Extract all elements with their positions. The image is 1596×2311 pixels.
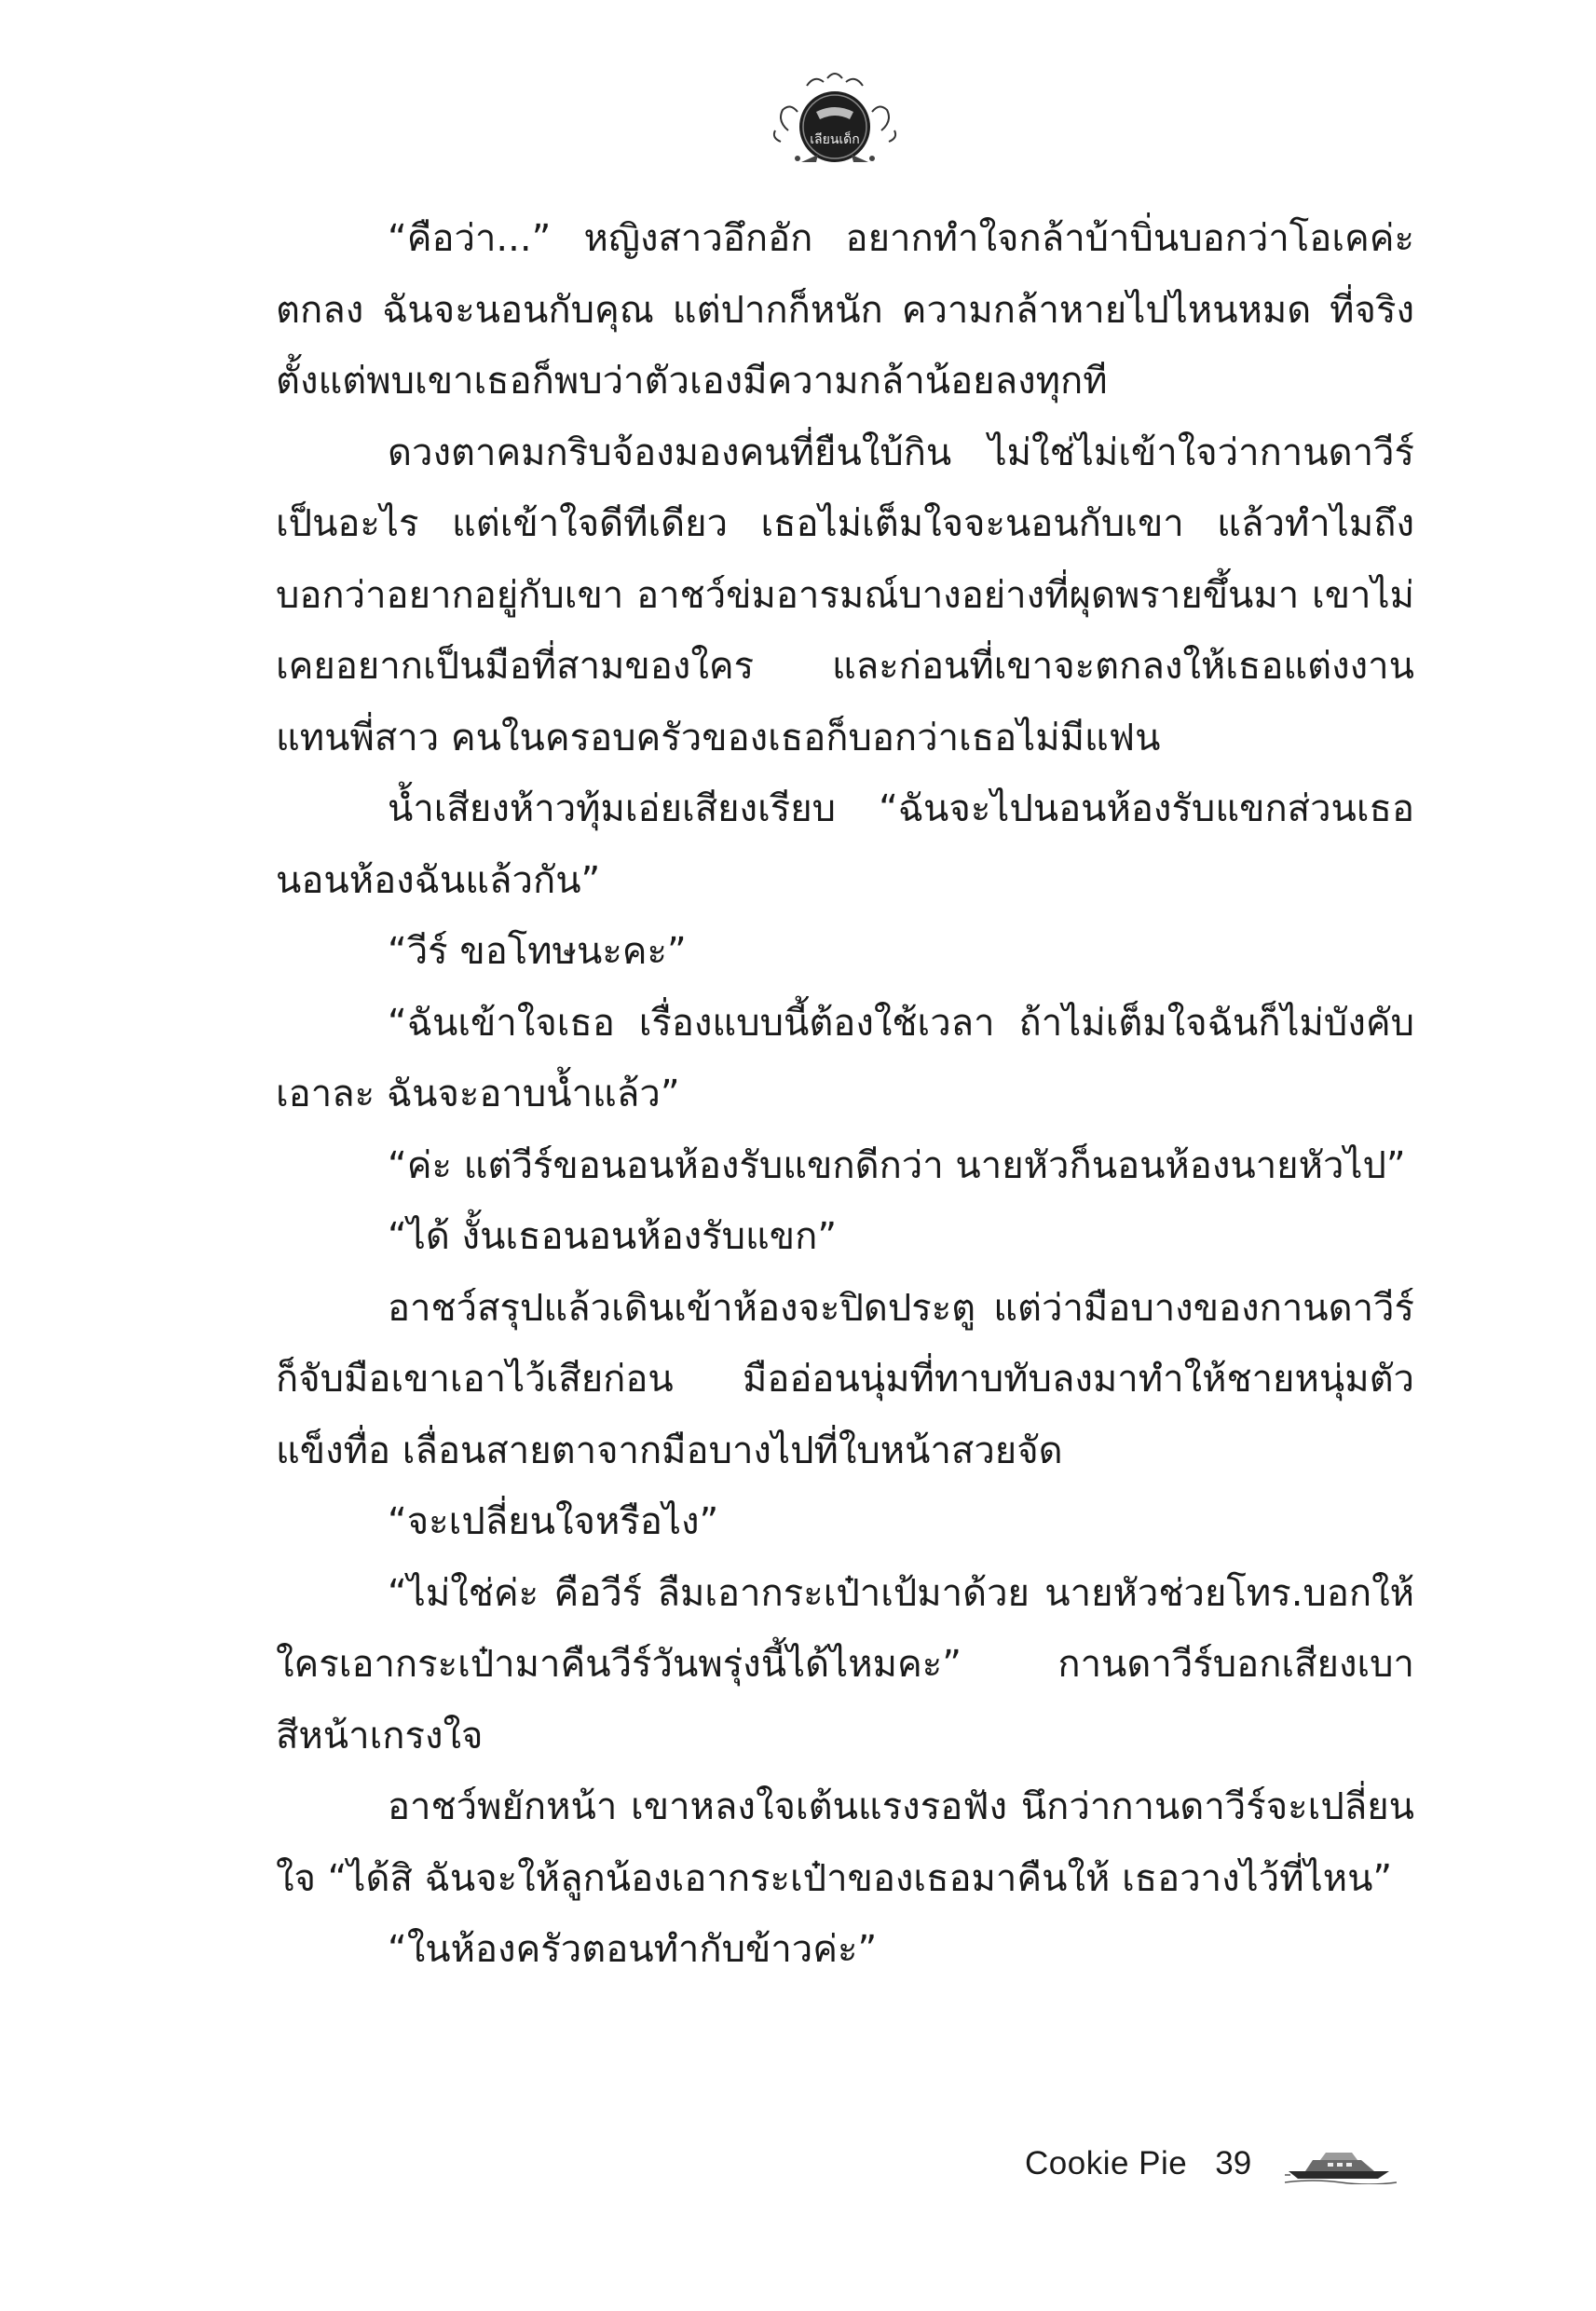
page-number: 39 — [1215, 2145, 1252, 2181]
paragraph: อาชว์พยักหน้า เขาหลงใจเต้นแรงรอฟัง นึกว่ากานดาวีร์จะเปลี่ยนใจ “ได้สิ ฉันจะให้ลูกน้องเอากระเป๋าของเธอมาคืนให้ เธอวางไว้ที่ไหน” — [276, 1785, 1414, 1900]
paragraph: “ในห้องครัวตอนทำกับข้าวค่ะ” — [388, 1928, 878, 1971]
paragraph: “ไม่ใช่ค่ะ คือวีร์ ลืมเอากระเป๋าเป้มาด้วย นายหัวช่วยโทร.บอกให้ใครเอากระเป๋ามาคืนวีร์วันพรุ่งนี้ได้ไหมคะ” กานดาวีร์บอกเสียงเบาสีหน้าเกรงใจ — [276, 1571, 1414, 1757]
paragraph: “คือว่า...” หญิงสาวอึกอัก อยากทำใจกล้าบ้าบิ่นบอกว่าโอเคค่ะ ตกลง ฉันจะนอนกับคุณ แต่ปากก็หนัก ความกล้าหายไปไหนหมด ที่จริงตั้งแต่พบเขาเธอก็พบว่าตัวเองมีความกล้าน้อยลงทุกที — [276, 217, 1414, 403]
paragraph: “จะเปลี่ยนใจหรือไง” — [388, 1500, 719, 1543]
paragraph: ดวงตาคมกริบจ้องมองคนที่ยืนใบ้กิน ไม่ใช่ไม่เข้าใจว่ากานดาวีร์เป็นอะไร แต่เข้าใจดีทีเดียว เธอไม่เต็มใจจะนอนกับเขา แล้วทำไมถึงบอกว่าอยากอยู่กับเขา อาชว์ข่มอารมณ์บางอย่างที่ผุดพรายขึ้นมา เขาไม่เคยอยากเป็นมือที่สามของใคร และก่อนที่เขาจะตกลงให้เธอแต่งงานแทนพี่สาว คนในครอบครัวของเธอก็บอกว่าเธอไม่มีแฟน — [276, 431, 1414, 759]
logo-text: เลียนเด็ก — [810, 132, 860, 147]
paragraph: “ฉันเข้าใจเธอ เรื่องแบบนี้ต้องใช้เวลา ถ้าไม่เต็มใจฉันก็ไม่บังคับเอาละ ฉันจะอาบน้ำแล้ว” — [276, 1001, 1414, 1115]
yacht-icon — [1285, 2143, 1397, 2184]
paragraph: “วีร์ ขอโทษนะคะ” — [388, 930, 687, 973]
paragraph: น้ำเสียงห้าวทุ้มเอ่ยเสียงเรียบ “ฉันจะไปนอนห้องรับแขกส่วนเธอนอนห้องฉันแล้วกัน” — [276, 787, 1414, 902]
book-title: Cookie Pie — [1025, 2145, 1188, 2181]
body-text — [276, 203, 1414, 1986]
paragraph: “ได้ งั้นเธอนอนห้องรับแขก” — [388, 1215, 838, 1258]
page-footer — [1025, 2136, 1425, 2192]
paragraph: “ค่ะ แต่วีร์ขอนอนห้องรับแขกดีกว่า นายหัวก็นอนห้องนายหัวไป” — [388, 1143, 1406, 1187]
paragraph: อาชว์สรุปแล้วเดินเข้าห้องจะปิดประตู แต่ว่ามือบางของกานดาวีร์ก็จับมือเขาเอาไว้เสียก่อน มืออ่อนนุ่มที่ทาบทับลงมาทำให้ชายหนุ่มตัวแข็งทื่อ เลื่อนสายตาจากมือบางไปที่ใบหน้าสวยจัด — [276, 1286, 1414, 1472]
publisher-logo-icon — [770, 65, 900, 177]
